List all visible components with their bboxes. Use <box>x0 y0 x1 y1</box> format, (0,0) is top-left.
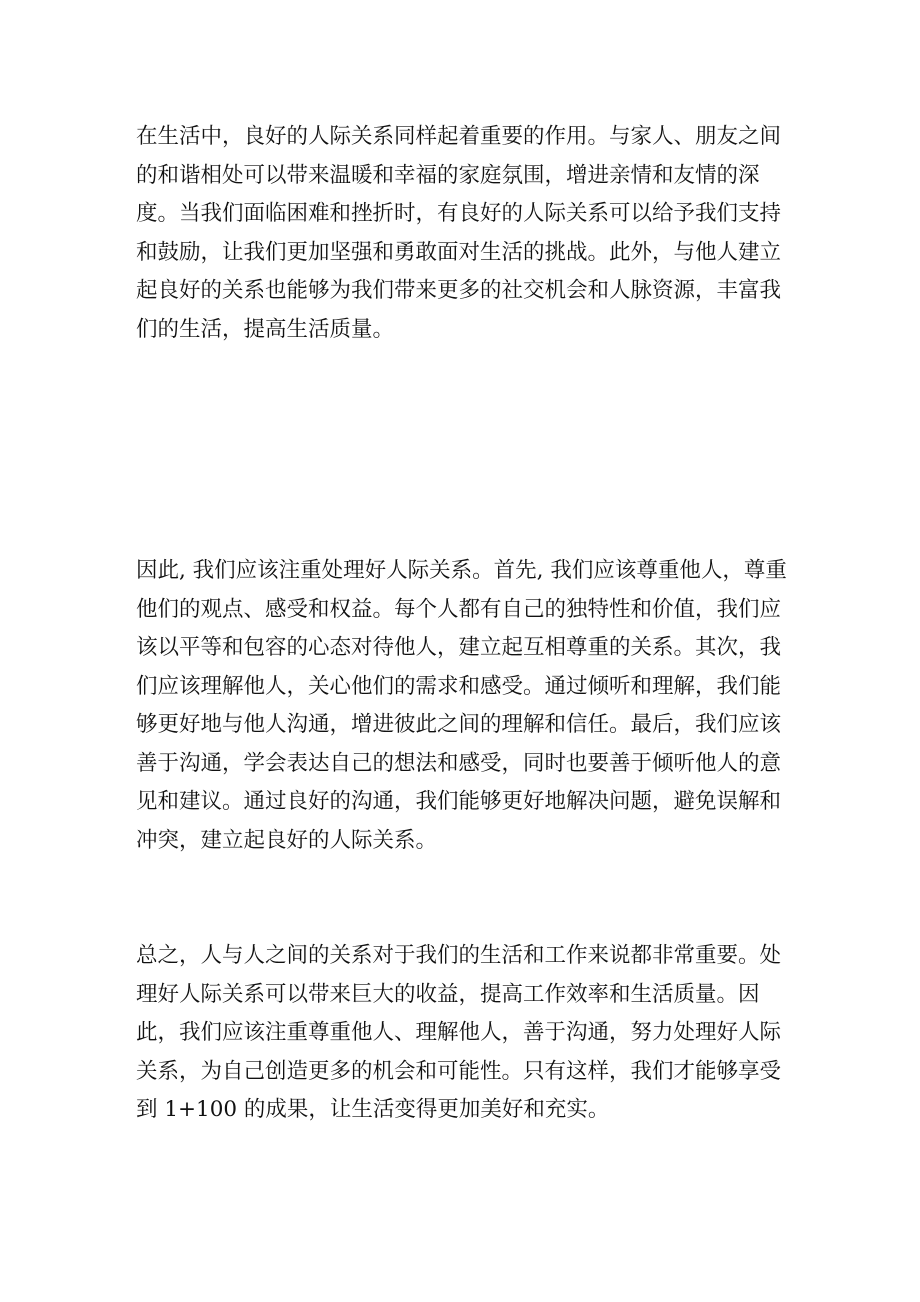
text-line: 该以平等和包容的心态对待他人，建立起互相尊重的关系。其次，我 <box>136 635 782 660</box>
text-line: 和鼓励，让我们更加坚强和勇敢面对生活的挑战。此外，与他人建立 <box>136 239 782 265</box>
text-line: 度。当我们面临困难和挫折时，有良好的人际关系可以给予我们支持 <box>136 201 782 226</box>
text-line: 够更好地与他人沟通，增进彼此之间的理解和信任。最后，我们应该 <box>136 712 782 737</box>
text-line: 总之，人与人之间的关系对于我们的生活和工作来说都非常重要。处 <box>136 943 782 968</box>
text-line: 们应该理解他人，关心他们的需求和感受。通过倾听和理解，我们能 <box>136 673 782 699</box>
text-line: 见和建议。通过良好的沟通，我们能够更好地解决问题，避免误解和 <box>136 789 782 814</box>
text-line: 理好人际关系可以带来巨大的收益，提高工作效率和生活质量。因 <box>136 981 760 1007</box>
text-line: 起良好的关系也能够为我们带来更多的社交机会和人脉资源，丰富我 <box>136 278 782 303</box>
text-line: 善于沟通，学会表达自己的想法和感受，同时也要善于倾听他人的意 <box>136 750 782 776</box>
paragraph-2 <box>136 552 787 860</box>
text-line: 关系，为自己创造更多的机会和可能性。只有这样，我们才能够享受 <box>136 1058 782 1084</box>
text-line: 冲突，建立起良好的人际关系。 <box>136 827 438 853</box>
text-line: 此，我们应该注重尊重他人、理解他人，善于沟通，努力处理好人际 <box>136 1020 782 1045</box>
text-line: 到 1+100 的成果，让生活变得更加美好和充实。 <box>136 1097 610 1122</box>
text-line: 的和谐相处可以带来温暖和幸福的家庭氛围，增进亲情和友情的深 <box>136 162 760 188</box>
text-line: 他们的观点、感受和权益。每个人都有自己的独特性和价值，我们应 <box>136 596 782 622</box>
text-line: 在生活中，良好的人际关系同样起着重要的作用。与家人、朋友之间 <box>136 124 782 149</box>
text-line: 们的生活，提高生活质量。 <box>136 316 395 342</box>
paragraph-3 <box>136 937 781 1130</box>
paragraph-1 <box>136 118 781 349</box>
text-line: 因此, 我们应该注重处理好人际关系。首先, 我们应该尊重他人，尊重 <box>136 558 787 583</box>
